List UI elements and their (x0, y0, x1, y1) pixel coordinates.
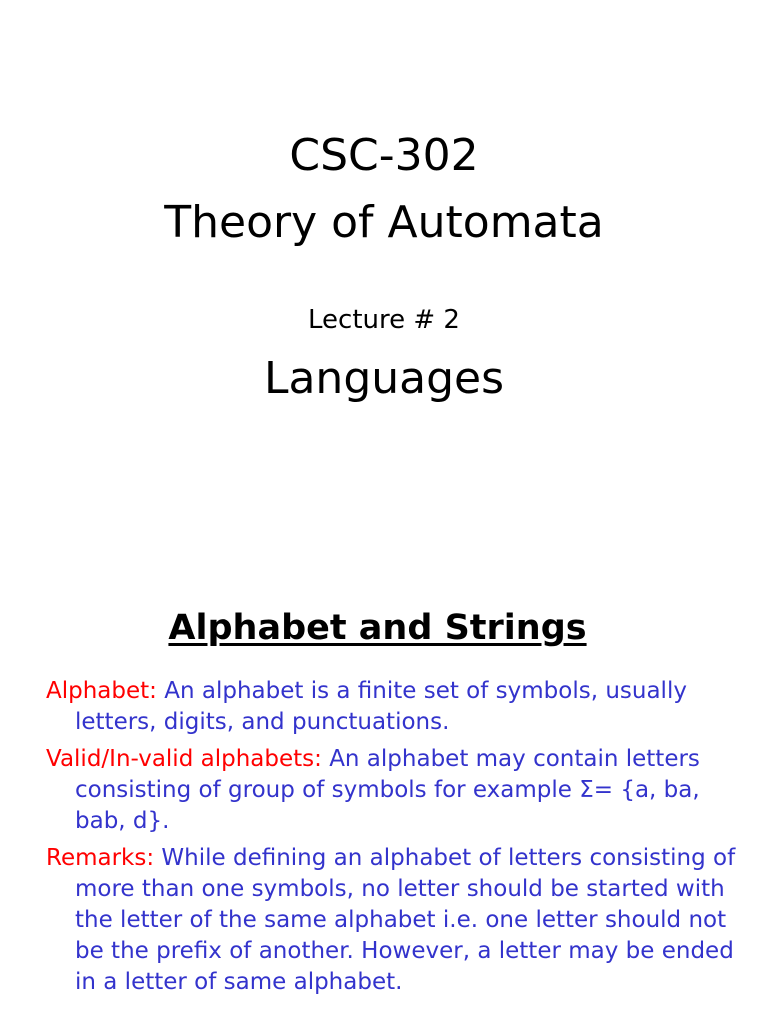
definition-remarks (46, 843, 736, 998)
definition-text: An alphabet may contain letters consisting of group of symbols for example Σ= {a, ba, bab, d}. (75, 746, 700, 834)
course-code: CSC-302 (289, 130, 479, 181)
section-heading: Alphabet and Strings (168, 608, 587, 648)
definition-term: Valid/In-valid alphabets: (46, 746, 322, 772)
definition-text: While defining an alphabet of letters consisting of more than one symbols, no letter should be started with the letter of the same alphabet i.e. one letter should not be the prefix of another. However, a letter may be ended in a letter of same alphabet. (75, 845, 736, 995)
definition-list (46, 676, 736, 1004)
definition-valid-invalid-alphabets (46, 744, 736, 837)
definition-alphabet (46, 676, 736, 738)
definition-term: Alphabet: (46, 678, 157, 704)
lecture-number: Lecture # 2 (308, 305, 460, 335)
definition-term: Remarks: (46, 845, 155, 871)
definition-text: An alphabet is a finite set of symbols, usually letters, digits, and punctuations. (75, 678, 687, 735)
lecture-topic: Languages (263, 353, 505, 404)
course-title: Theory of Automata (164, 197, 604, 248)
